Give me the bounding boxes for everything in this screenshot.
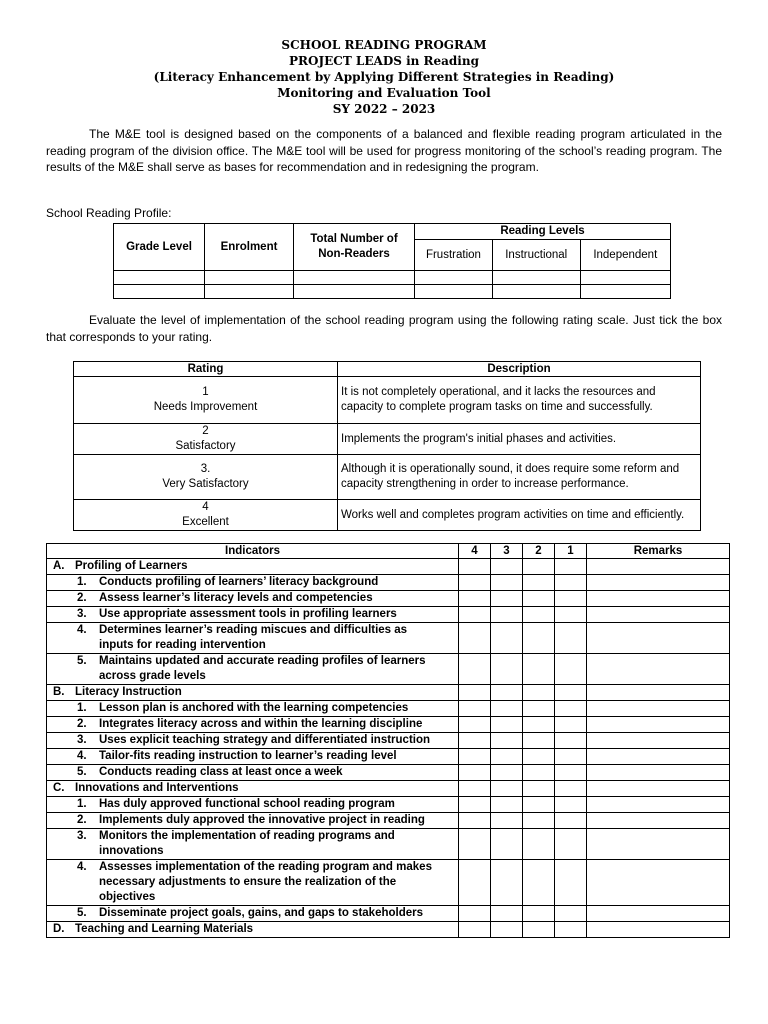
- rating-row: [74, 424, 701, 455]
- rating-label: Needs Improvement: [153, 401, 258, 413]
- header-rating: Rating: [74, 362, 338, 377]
- indicator-row: [47, 765, 730, 781]
- rating-checkbox-cell[interactable]: [555, 813, 587, 829]
- indicator-text: Use appropriate assessment tools in profiling learners: [99, 608, 397, 620]
- rating-checkbox-cell[interactable]: [491, 623, 523, 654]
- indicator-number: 2.: [77, 814, 87, 826]
- rating-checkbox-cell[interactable]: [491, 733, 523, 749]
- indicator-number: 5.: [77, 907, 87, 919]
- indicator-row: [47, 733, 730, 749]
- rating-checkbox-cell[interactable]: [523, 829, 555, 860]
- rating-checkbox-cell[interactable]: [491, 813, 523, 829]
- rating-checkbox-cell[interactable]: [459, 797, 491, 813]
- remarks-cell[interactable]: [587, 922, 730, 938]
- rating-checkbox-cell[interactable]: [555, 654, 587, 685]
- rating-checkbox-cell[interactable]: [459, 559, 491, 575]
- title-line-1: SCHOOL READING PROGRAM: [281, 38, 487, 52]
- rating-checkbox-cell[interactable]: [459, 591, 491, 607]
- indicator-text: Has duly approved functional school reading program: [99, 798, 395, 810]
- indicator-number: 5.: [77, 766, 87, 778]
- indicator-cell: [47, 813, 459, 829]
- indicator-row: [47, 906, 730, 922]
- rating-checkbox-cell[interactable]: [523, 860, 555, 906]
- title-line-4: Monitoring and Evaluation Tool: [277, 86, 491, 100]
- profile-label: School Reading Profile:: [46, 206, 172, 220]
- remarks-cell[interactable]: [587, 623, 730, 654]
- rating-checkbox-cell[interactable]: [459, 765, 491, 781]
- remarks-cell[interactable]: [587, 654, 730, 685]
- rating-checkbox-cell[interactable]: [491, 717, 523, 733]
- remarks-cell[interactable]: [587, 607, 730, 623]
- indicator-cell: [47, 607, 459, 623]
- remarks-cell[interactable]: [587, 813, 730, 829]
- remarks-cell[interactable]: [587, 906, 730, 922]
- rating-checkbox-cell[interactable]: [459, 623, 491, 654]
- rating-checkbox-cell[interactable]: [491, 860, 523, 906]
- indicator-row: [47, 607, 730, 623]
- indicator-text: Integrates literacy across and within the learning discipline: [99, 718, 423, 730]
- rating-checkbox-cell[interactable]: [555, 559, 587, 575]
- rating-checkbox-cell[interactable]: [555, 781, 587, 797]
- rating-checkbox-cell[interactable]: [491, 906, 523, 922]
- indicator-cell: [47, 654, 459, 685]
- profile-cell[interactable]: [580, 285, 670, 299]
- rating-checkbox-cell[interactable]: [459, 829, 491, 860]
- rating-checkbox-cell[interactable]: [491, 575, 523, 591]
- rating-description: Implements the program's initial phases and activities.: [338, 424, 701, 455]
- evaluate-paragraph: Evaluate the level of implementation of the school reading program using the following rating scale. Just tick the box that corresponds to your rating.: [46, 313, 722, 344]
- indicator-number: 4.: [77, 750, 87, 762]
- rating-checkbox-cell[interactable]: [459, 701, 491, 717]
- section-heading: [47, 685, 459, 701]
- indicator-text: Disseminate project goals, gains, and gaps to stakeholders: [99, 907, 424, 919]
- rating-label: Excellent: [182, 516, 229, 528]
- indicator-text: Lesson plan is anchored with the learning competencies: [99, 702, 409, 714]
- rating-label: Very Satisfactory: [162, 478, 249, 490]
- rating-checkbox-cell[interactable]: [459, 860, 491, 906]
- rating-description: It is not completely operational, and it lacks the resources and capacity to complete program tasks on time and successfully.: [338, 377, 701, 424]
- rating-number: 2: [202, 425, 209, 437]
- profile-cell[interactable]: [294, 271, 415, 285]
- rating-checkbox-cell[interactable]: [459, 654, 491, 685]
- indicator-row: [47, 829, 730, 860]
- header-rating-4: 4: [459, 544, 491, 559]
- rating-label: Satisfactory: [175, 440, 236, 452]
- rating-checkbox-cell[interactable]: [523, 781, 555, 797]
- indicator-cell: [47, 701, 459, 717]
- rating-description: Although it is operationally sound, it does require some reform and capacity strengthening in order to increase performance.: [338, 455, 701, 500]
- remarks-cell[interactable]: [587, 559, 730, 575]
- profile-cell[interactable]: [205, 271, 294, 285]
- profile-cell[interactable]: [492, 271, 580, 285]
- rating-checkbox-cell[interactable]: [459, 922, 491, 938]
- section-title: Innovations and Interventions: [75, 782, 239, 794]
- indicator-row: [47, 797, 730, 813]
- section-heading: [47, 922, 459, 938]
- profile-row: [114, 285, 671, 299]
- section-letter: B.: [53, 686, 65, 698]
- rating-checkbox-cell[interactable]: [523, 559, 555, 575]
- rating-checkbox-cell[interactable]: [459, 733, 491, 749]
- profile-cell[interactable]: [415, 271, 493, 285]
- rating-checkbox-cell[interactable]: [555, 749, 587, 765]
- indicator-row: [47, 575, 730, 591]
- rating-checkbox-cell[interactable]: [491, 591, 523, 607]
- rating-checkbox-cell[interactable]: [459, 906, 491, 922]
- remarks-cell[interactable]: [587, 749, 730, 765]
- header-rating-3: 3: [491, 544, 523, 559]
- remarks-cell[interactable]: [587, 591, 730, 607]
- rating-checkbox-cell[interactable]: [555, 717, 587, 733]
- rating-checkbox-cell[interactable]: [491, 654, 523, 685]
- indicator-number: 3.: [77, 734, 87, 746]
- indicator-text: Implements duly approved the innovative project in reading: [99, 814, 425, 826]
- indicator-number: 2.: [77, 718, 87, 730]
- rating-row: [74, 377, 701, 424]
- header-enrolment: Enrolment: [205, 224, 294, 271]
- indicator-number: 1.: [77, 702, 87, 714]
- rating-row: [74, 500, 701, 531]
- header-description: Description: [338, 362, 701, 377]
- indicator-cell: [47, 749, 459, 765]
- remarks-cell[interactable]: [587, 781, 730, 797]
- indicator-row: [47, 654, 730, 685]
- rating-checkbox-cell[interactable]: [523, 906, 555, 922]
- rating-checkbox-cell[interactable]: [523, 749, 555, 765]
- indicator-cell: [47, 860, 459, 906]
- rating-description: Works well and completes program activities on time and efficiently.: [338, 500, 701, 531]
- rating-checkbox-cell[interactable]: [523, 654, 555, 685]
- rating-checkbox-cell[interactable]: [491, 829, 523, 860]
- profile-cell[interactable]: [415, 285, 493, 299]
- rating-checkbox-cell[interactable]: [491, 685, 523, 701]
- rating-checkbox-cell[interactable]: [491, 797, 523, 813]
- indicator-text: Assess learner’s literacy levels and competencies: [99, 592, 373, 604]
- rating-checkbox-cell[interactable]: [555, 685, 587, 701]
- rating-checkbox-cell[interactable]: [459, 749, 491, 765]
- section-letter: D.: [53, 923, 65, 935]
- header-independent: Independent: [580, 240, 670, 271]
- rating-checkbox-cell[interactable]: [459, 717, 491, 733]
- rating-checkbox-cell[interactable]: [523, 701, 555, 717]
- profile-row: [114, 271, 671, 285]
- profile-cell[interactable]: [114, 285, 205, 299]
- rating-checkbox-cell[interactable]: [523, 733, 555, 749]
- indicator-cell: [47, 733, 459, 749]
- rating-checkbox-cell[interactable]: [459, 607, 491, 623]
- indicator-row: [47, 717, 730, 733]
- rating-checkbox-cell[interactable]: [555, 623, 587, 654]
- indicator-text: Uses explicit teaching strategy and differentiated instruction: [99, 734, 431, 746]
- indicator-text: Monitors the implementation of reading programs and innovations: [99, 830, 395, 857]
- indicators-table: [46, 543, 730, 938]
- indicator-text: Maintains updated and accurate reading profiles of learners across grade levels: [99, 655, 426, 682]
- rating-checkbox-cell[interactable]: [555, 701, 587, 717]
- indicator-row: [47, 813, 730, 829]
- section-row: [47, 685, 730, 701]
- rating-checkbox-cell[interactable]: [555, 733, 587, 749]
- reading-profile-table: [113, 223, 671, 299]
- indicator-row: [47, 623, 730, 654]
- section-heading: [47, 781, 459, 797]
- title-line-2: PROJECT LEADS in Reading: [289, 54, 479, 68]
- indicator-row: [47, 591, 730, 607]
- rating-checkbox-cell[interactable]: [523, 591, 555, 607]
- header-rating-1: 1: [555, 544, 587, 559]
- rating-checkbox-cell[interactable]: [491, 559, 523, 575]
- title-line-3: (Literacy Enhancement by Applying Different Strategies in Reading): [153, 70, 615, 84]
- rating-checkbox-cell[interactable]: [555, 765, 587, 781]
- rating-checkbox-cell[interactable]: [555, 922, 587, 938]
- indicator-text: Assesses implementation of the reading program and makes necessary adjustments to ensure the realization of the objectives: [99, 861, 432, 903]
- rating-checkbox-cell[interactable]: [459, 781, 491, 797]
- section-row: [47, 922, 730, 938]
- remarks-cell[interactable]: [587, 797, 730, 813]
- header-indicators: Indicators: [47, 544, 459, 559]
- remarks-cell[interactable]: [587, 575, 730, 591]
- remarks-cell[interactable]: [587, 829, 730, 860]
- header-reading-levels: Reading Levels: [415, 224, 671, 240]
- remarks-cell[interactable]: [587, 765, 730, 781]
- indicator-text: Tailor-fits reading instruction to learner’s reading level: [99, 750, 397, 762]
- rating-checkbox-cell[interactable]: [555, 829, 587, 860]
- rating-number: 1: [202, 386, 209, 398]
- indicator-cell: [47, 717, 459, 733]
- indicator-text: Conducts reading class at least once a week: [99, 766, 343, 778]
- remarks-cell[interactable]: [587, 733, 730, 749]
- remarks-cell[interactable]: [587, 685, 730, 701]
- rating-scale-table: [73, 361, 701, 531]
- indicator-cell: [47, 765, 459, 781]
- rating-checkbox-cell[interactable]: [523, 813, 555, 829]
- header-rating-2: 2: [523, 544, 555, 559]
- section-row: [47, 781, 730, 797]
- rating-checkbox-cell[interactable]: [491, 922, 523, 938]
- profile-cell[interactable]: [294, 285, 415, 299]
- section-title: Teaching and Learning Materials: [75, 923, 254, 935]
- indicators-body: [47, 559, 730, 938]
- indicator-row: [47, 749, 730, 765]
- rating-checkbox-cell[interactable]: [555, 906, 587, 922]
- remarks-cell[interactable]: [587, 860, 730, 906]
- indicator-number: 3.: [77, 830, 87, 842]
- document-title: [0, 37, 768, 117]
- section-letter: A.: [53, 560, 65, 572]
- indicator-cell: [47, 797, 459, 813]
- rating-checkbox-cell[interactable]: [523, 717, 555, 733]
- rating-checkbox-cell[interactable]: [459, 685, 491, 701]
- indicator-number: 4.: [77, 861, 87, 873]
- rating-number: 3.: [200, 463, 211, 475]
- rating-checkbox-cell[interactable]: [555, 607, 587, 623]
- remarks-cell[interactable]: [587, 717, 730, 733]
- rating-checkbox-cell[interactable]: [555, 860, 587, 906]
- indicator-cell: [47, 829, 459, 860]
- section-letter: C.: [53, 782, 65, 794]
- section-heading: [47, 559, 459, 575]
- rating-checkbox-cell[interactable]: [491, 781, 523, 797]
- section-title: Profiling of Learners: [75, 560, 188, 572]
- indicator-text: Conducts profiling of learners’ literacy background: [99, 576, 379, 588]
- profile-cell[interactable]: [580, 271, 670, 285]
- rating-checkbox-cell[interactable]: [523, 685, 555, 701]
- indicator-number: 1.: [77, 576, 87, 588]
- indicator-number: 5.: [77, 655, 87, 667]
- rating-number: 4: [202, 501, 209, 513]
- header-instructional: Instructional: [492, 240, 580, 271]
- rating-checkbox-cell[interactable]: [555, 591, 587, 607]
- indicator-number: 1.: [77, 798, 87, 810]
- header-non-readers: Total Number of Non-Readers: [294, 224, 415, 271]
- rating-checkbox-cell[interactable]: [523, 922, 555, 938]
- rating-checkbox-cell[interactable]: [523, 765, 555, 781]
- indicator-number: 4.: [77, 624, 87, 636]
- rating-checkbox-cell[interactable]: [491, 749, 523, 765]
- section-title: Literacy Instruction: [75, 686, 182, 698]
- profile-cell[interactable]: [492, 285, 580, 299]
- rating-checkbox-cell[interactable]: [491, 765, 523, 781]
- header-frustration: Frustration: [415, 240, 493, 271]
- rating-checkbox-cell[interactable]: [523, 797, 555, 813]
- rating-checkbox-cell[interactable]: [523, 607, 555, 623]
- rating-row: [74, 455, 701, 500]
- section-row: [47, 559, 730, 575]
- rating-checkbox-cell[interactable]: [459, 813, 491, 829]
- rating-checkbox-cell[interactable]: [555, 575, 587, 591]
- profile-cell[interactable]: [205, 285, 294, 299]
- rating-checkbox-cell[interactable]: [555, 797, 587, 813]
- indicator-text: Determines learner’s reading miscues and difficulties as inputs for reading intervention: [99, 624, 408, 651]
- profile-cell[interactable]: [114, 271, 205, 285]
- indicator-row: [47, 860, 730, 906]
- header-remarks: Remarks: [587, 544, 730, 559]
- indicator-cell: [47, 906, 459, 922]
- indicator-cell: [47, 591, 459, 607]
- remarks-cell[interactable]: [587, 701, 730, 717]
- rating-checkbox-cell[interactable]: [459, 575, 491, 591]
- rating-checkbox-cell[interactable]: [491, 701, 523, 717]
- indicator-number: 2.: [77, 592, 87, 604]
- header-grade-level: Grade Level: [114, 224, 205, 271]
- intro-paragraph: The M&E tool is designed based on the components of a balanced and flexible reading program articulated in the reading program of the division office. The M&E tool will be used for progress monitoring of the school’s reading program. The results of the M&E shall serve as bases for recommendation and in redesigning the program.: [46, 127, 722, 174]
- indicator-row: [47, 701, 730, 717]
- rating-checkbox-cell[interactable]: [491, 607, 523, 623]
- rating-checkbox-cell[interactable]: [523, 623, 555, 654]
- title-line-5: SY 2022 – 2023: [332, 102, 436, 116]
- rating-checkbox-cell[interactable]: [523, 575, 555, 591]
- indicator-number: 3.: [77, 608, 87, 620]
- indicator-cell: [47, 623, 459, 654]
- indicator-cell: [47, 575, 459, 591]
